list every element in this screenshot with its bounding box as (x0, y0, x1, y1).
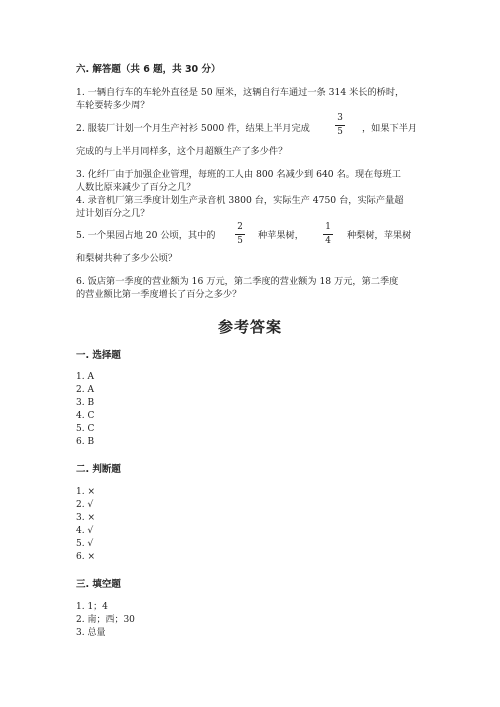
fraction-bar (335, 125, 345, 126)
answers-section-3-heading: 三. 填空题 (76, 579, 121, 590)
answer-item: 1. × (76, 487, 95, 497)
question-5-line-1-tail: 种梨树，苹果树 (347, 230, 412, 241)
question-1-line-2: 车轮要转多少周？ (76, 100, 150, 111)
fraction-numerator: 3 (337, 113, 343, 123)
answer-item: 4. √ (76, 526, 94, 536)
answer-item: 6. B (76, 437, 95, 447)
answer-title: 参考答案 (217, 318, 282, 336)
answer-item: 4. C (76, 411, 95, 421)
question-5-fraction-2 (321, 222, 335, 247)
question-3-line-1: 3. 化纤厂由于加强企业管理，每班的工人由 800 名减少到 640 名。现在每班工 (76, 169, 401, 180)
fraction-denominator: 5 (237, 236, 243, 246)
fraction-denominator: 5 (337, 127, 343, 137)
question-5-fraction-1 (233, 222, 247, 247)
fraction-numerator: 2 (237, 222, 243, 232)
question-4-line-2: 过计划百分之几？ (76, 208, 150, 219)
section-6-heading: 六. 解答题（共 6 题，共 30 分） (76, 64, 221, 75)
question-6-line-2: 的营业额比第一季度增长了百分之多少？ (76, 289, 242, 300)
question-2-line-1-tail: ，如果下半月 (362, 123, 418, 134)
fraction-bar (323, 234, 333, 235)
question-5-line-1-mid: 种苹果树， (258, 230, 304, 241)
question-4-line-1: 4. 录音机厂第三季度计划生产录音机 3800 台，实际生产 4750 台，实际产量超 (76, 195, 404, 206)
answer-item: 3. × (76, 513, 95, 523)
answer-item: 5. √ (76, 539, 94, 549)
answer-item: 3. B (76, 398, 95, 408)
answer-item: 3. 总量 (76, 628, 106, 638)
answers-section-2-heading: 二. 判断题 (76, 464, 121, 475)
question-5-line-1: 5. 一个果园占地 20 公顷，其中的 (76, 230, 216, 241)
answer-item: 1. A (76, 372, 94, 382)
question-2-fraction (333, 113, 347, 138)
fraction-denominator: 4 (325, 236, 331, 246)
answer-item: 1. 1；4 (76, 602, 108, 612)
question-3-line-2: 人数比原来减少了百分之几？ (76, 182, 196, 193)
question-2-line-2: 完成的与上半月同样多，这个月超额生产了多少件？ (76, 146, 288, 157)
question-6-line-1: 6. 饭店第一季度的营业额为 16 万元，第二季度的营业额为 18 万元，第二季度 (76, 276, 399, 287)
answer-item: 5. C (76, 424, 95, 434)
question-5-line-2: 和梨树共种了多少公顷？ (76, 253, 178, 264)
question-1-line-1: 1. 一辆自行车的车轮外直径是 50 厘米，这辆自行车通过一条 314 米长的桥时， (76, 87, 405, 98)
fraction-bar (235, 234, 245, 235)
fraction-numerator: 1 (325, 222, 331, 232)
question-2-line-1: 2. 服装厂计划一个月生产衬衫 5000 件，结果上半月完成 (76, 123, 310, 134)
answer-item: 2. 南；西；30 (76, 615, 135, 625)
answers-section-1-heading: 一. 选择题 (76, 350, 121, 361)
answer-item: 2. √ (76, 500, 94, 510)
answer-item: 2. A (76, 385, 94, 395)
answer-item: 6. × (76, 552, 95, 562)
